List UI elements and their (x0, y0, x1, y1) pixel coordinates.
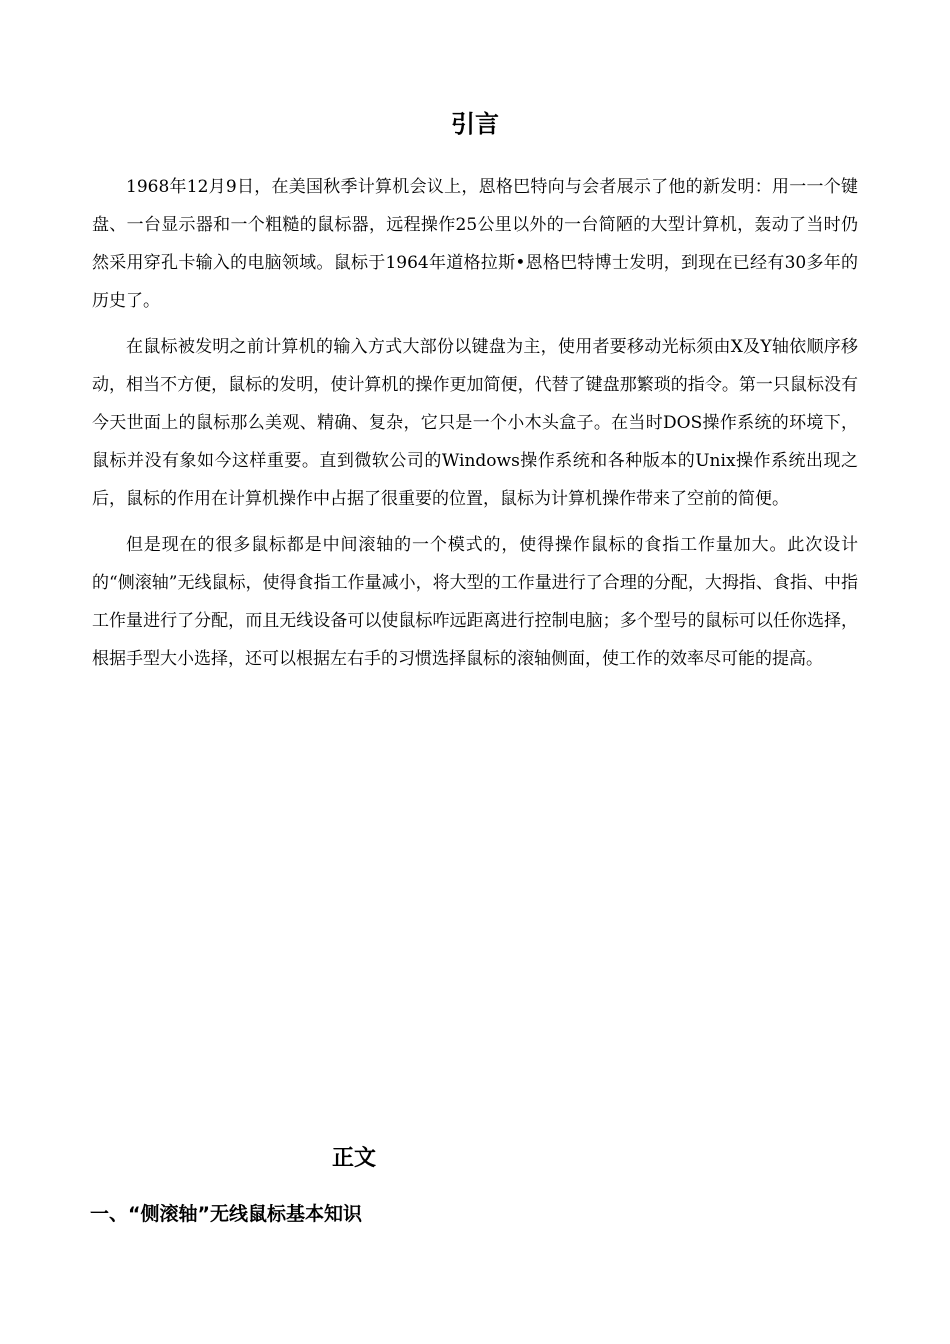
intro-paragraph-1: 1968年12月9日，在美国秋季计算机会议上，恩格巴特向与会者展示了他的新发明：用一一个键盘、一台显示器和一个粗糙的鼠标器，远程操作25公里以外的一台简陋的大型计算机，轰动了当时仍然采用穿孔卡输入的电脑领域。鼠标于1964年道格拉斯•恩格巴特博士发明，到现在已经有30多年的历史了。 (92, 177, 858, 311)
intro-paragraph-2: 在鼠标被发明之前计算机的输入方式大部份以键盘为主，使用者要移动光标须由X及Y轴依顺序移动，相当不方便，鼠标的发明，使计算机的操作更加简便，代替了键盘那繁琐的指令。第一只鼠标没有今天世面上的鼠标那么美观、精确、复杂，它只是一个小木头盒子。在当时DOS操作系统的环境下，鼠标并没有象如今这样重要。直到微软公司的Windows操作系统和各种版本的Unix操作系统出现之后，鼠标的作用在计算机操作中占据了很重要的位置，鼠标为计算机操作带来了空前的简便。 (92, 337, 858, 509)
intro-title: 引言 (451, 110, 499, 138)
chapter-heading-1: 一、“侧滚轴”无线鼠标基本知识 (90, 1203, 362, 1225)
intro-body (92, 168, 858, 686)
intro-paragraph-3: 但是现在的很多鼠标都是中间滚轴的一个模式的，使得操作鼠标的食指工作量加大。此次设计的“侧滚轴”无线鼠标，使得食指工作量减小，将大型的工作量进行了合理的分配，大拇指、食指、中指工作量进行了分配，而且无线设备可以使鼠标咋远距离进行控制电脑；多个型号的鼠标可以任你选择，根据手型大小选择，还可以根据左右手的习惯选择鼠标的滚轴侧面，使工作的效率尽可能的提高。 (92, 535, 858, 669)
main-section-title: 正文 (332, 1146, 377, 1171)
